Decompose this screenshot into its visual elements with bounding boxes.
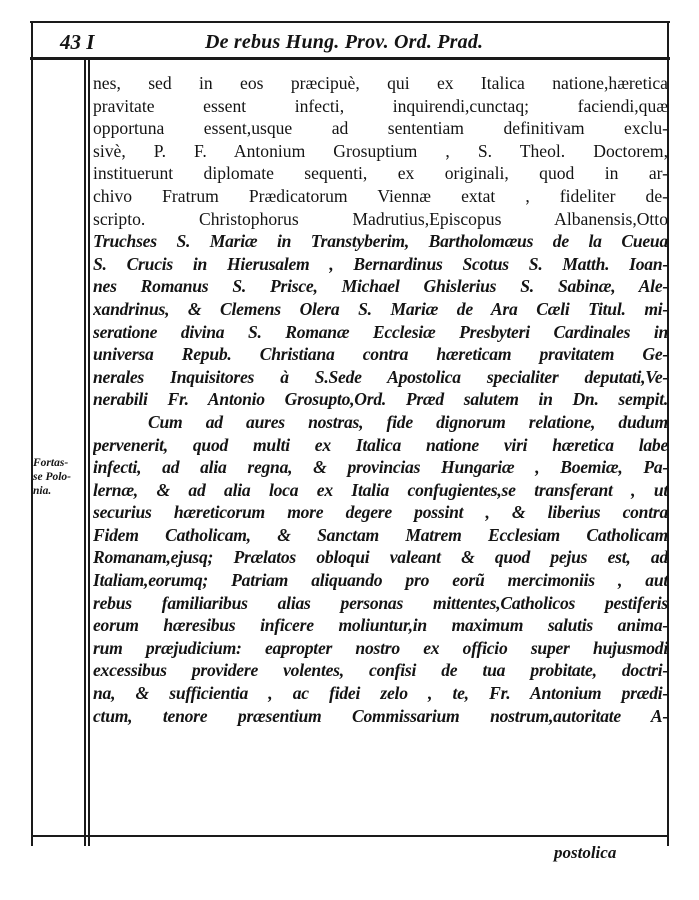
- margin-note-line: nia.: [33, 485, 52, 497]
- text-line: eorum hæresibus inficere moliuntur,in maximum salutis anima-: [93, 615, 668, 636]
- text-line: nes, sed in eos præcipuè, qui ex Italica natione,hæretica: [93, 73, 668, 93]
- text-line: nes Romanus S. Prisce, Michael Ghislerius S. Sabinæ, Ale-: [93, 276, 668, 297]
- text-line: infecti, ad alia regna, & provincias Hungariæ , Boemiæ, Pa-: [93, 457, 668, 478]
- text-line: Italiam,eorumq; Patriam aliquando pro eorũ mercimoniis , aut: [93, 570, 668, 591]
- frame-left-rule: [31, 22, 33, 846]
- text-line: lernæ, & ad alia loca ex Italia confugientes,se transferant , ut: [93, 479, 668, 500]
- text-line: ctum, tenore præsentium Commissarium nostrum,autoritate A-: [93, 705, 668, 726]
- text-line: Romanam,ejusq; Prælatos obloqui valeant & quod pejus est, ad: [93, 547, 668, 568]
- text-line: universa Repub. Christiana contra hæreticam pravitatem Ge-: [93, 344, 668, 365]
- page-number: 43 I: [60, 30, 95, 54]
- text-line: Cum ad aures nostras, fide dignorum relatione, dudum: [148, 411, 668, 432]
- footer-rule: [31, 835, 669, 837]
- text-line: na, & sufficientia , ac fidei zelo , te, Fr. Antonium prædi-: [93, 683, 668, 704]
- body-text: [93, 72, 668, 727]
- margin-note-line: Fortas-: [33, 457, 69, 469]
- text-line: pervenerit, quod multi ex Italica natione viri hæretica labe: [93, 434, 668, 455]
- text-line: securius hæreticorum more degere possint , & liberius contra: [93, 502, 668, 523]
- catchword: postolica: [554, 843, 617, 862]
- margin-column-rule-outer: [84, 60, 86, 846]
- text-line: scripto. Christophorus Madrutius,Episcopus Albanensis,Otto: [93, 208, 668, 229]
- text-line: rum præjudicium: eapropter nostro ex officio super hujusmodi: [93, 637, 668, 658]
- text-line: nerales Inquisitores à S.Sede Apostolica specialiter deputati,Ve-: [93, 366, 668, 387]
- margin-note-line: se Polo-: [33, 471, 72, 483]
- text-line: S. Crucis in Hierusalem , Bernardinus Scotus S. Matth. Ioan-: [93, 253, 668, 274]
- text-line: opportuna essent,usque ad sententiam definitivam exclu-: [93, 118, 668, 139]
- margin-note: [33, 456, 83, 498]
- text-line: Truchses S. Mariæ in Transtyberim, Bartholomæus de la Cueua: [93, 231, 668, 252]
- text-line: xandrinus, & Clemens Olera S. Mariæ de Ara Cæli Titul. mi-: [93, 298, 668, 319]
- text-line: nerabili Fr. Antonio Grosupto,Ord. Præd salutem in Dn. sempit.: [93, 389, 668, 410]
- text-line: seratione divina S. Romanæ Ecclesiæ Presbyteri Cardinales in: [93, 321, 668, 342]
- running-head: De rebus Hung. Prov. Ord. Prad.: [205, 31, 484, 53]
- text-line: rebus familiaribus alias personas mittentes,Catholicos pestiferis: [93, 592, 668, 613]
- header-rule-bottom: [30, 57, 670, 60]
- text-line: chivo Fratrum Prædicatorum Viennæ extat , fideliter de-: [93, 185, 668, 206]
- text-line: instituerunt diplomate sequenti, ex originali, quod in ar-: [93, 163, 668, 184]
- text-line: excessibus providere volentes, confisi de tua probitate, doctri-: [93, 660, 668, 681]
- text-line: sivè, P. F. Antonium Grosuptium , S. Theol. Doctorem,: [93, 140, 668, 161]
- margin-column-rule-inner: [88, 60, 90, 846]
- header-rule-top: [30, 21, 670, 23]
- text-line: pravitate essent infecti, inquirendi,cunctaq; faciendi,quæ: [93, 95, 668, 116]
- text-line: Fidem Catholicam, & Sanctam Matrem Ecclesiam Catholicam: [93, 524, 668, 545]
